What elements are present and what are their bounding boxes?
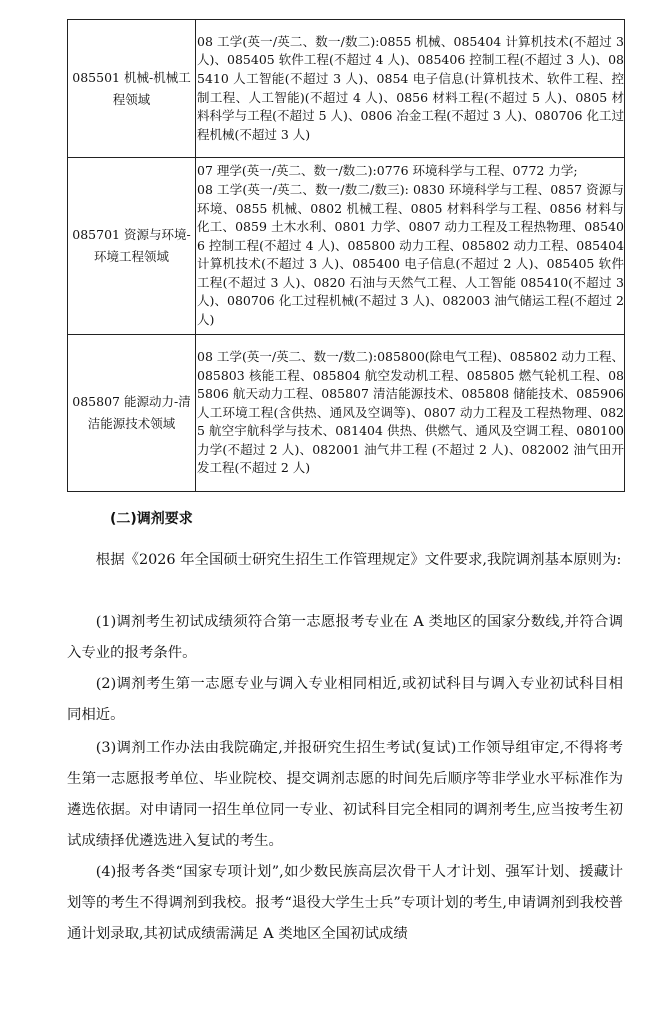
subject-line: 08 工学(英一/英二、数一/数二):085800(除电气工程)、085802 动力工程、085803 核能工程、085804 航空发动机工程、085805 燃气轮机工程、085806 航天动力工程、085807 清洁能源技术、085808 储能技术、085906 人工环境工程(含供热、通风及空调等)、0807 动力工程及工程热物理、0825 航空宇航科学与技术、081404 供热、供燃气、通风及空调工程、080100 力学(不超过 2 人)、082001 油气井工程 (不超过 2 人)、082002 油气田开发工程(不超过 2 人) — [197, 348, 624, 476]
paragraph: (1)调剂考生初试成绩须符合第一志愿报考专业在 A 类地区的国家分数线,并符合调入专业的报考条件。 — [67, 614, 623, 661]
major-cell: 085701 资源与环境-环境工程领域 — [68, 158, 196, 335]
subjects-cell — [196, 20, 625, 158]
paragraph: (4)报考各类“国家专项计划”,如少数民族高层次骨干人才计划、强军计划、援藏计划等的考生不得调剂到我校。报考“退役大学生士兵”专项计划的考生,申请调剂到我校普通计划录取,其初试成绩需满足 A 类地区全国初试成绩 — [67, 864, 623, 942]
major-cell: 085807 能源动力-清洁能源技术领域 — [68, 335, 196, 492]
subject-line: 07 理学(英一/英二、数一/数二):0776 环境科学与工程、0772 力学; — [197, 163, 578, 179]
table-row — [68, 335, 625, 492]
table-row — [68, 158, 625, 335]
paragraph: 根据《2026 年全国硕士研究生招生工作管理规定》文件要求,我院调剂基本原则为: — [95, 552, 622, 568]
adjustment-table — [67, 19, 625, 492]
paragraph: (3)调剂工作办法由我院确定,并报研究生招生考试(复试)工作领导组审定,不得将考生第一志愿报考单位、毕业院校、提交调剂志愿的时间先后顺序等非学业水平标准作为遴选依据。对申请同一招生单位同一专业、初试科目完全相同的调剂考生,应当按考生初试成绩择优遴选进入复试的考生。 — [67, 740, 623, 849]
section-heading: (二)调剂要求 — [110, 511, 193, 527]
subjects-cell — [196, 158, 625, 335]
major-cell: 085501 机械-机械工程领域 — [68, 20, 196, 158]
subjects-cell — [196, 335, 625, 492]
subject-line: 08 工学(英一/英二、数一/数二/数三): 0830 环境科学与工程、0857 资源与环境、0855 机械、0802 机械工程、0805 材料科学与工程、0856 材料与化工、0859 土木水利、0801 力学、0807 动力工程及工程热物理、085406 控制工程(不超过 4 人)、085800 动力工程、085802 动力工程、085404 计算机技术(不超过 3 人)、085400 电子信息(不超过 2 人)、085405 软件工程(不超过 3 人)、0820 石油与天然气工程、人工智能 085410(不超过 3 人)、080706 化工过程机械(不超过 3 人)、082003 油气储运工程(不超过 2 人) — [197, 181, 624, 328]
paragraph: (2)调剂考生第一志愿专业与调入专业相同相近,或初试科目与调入专业初试科目相同相近。 — [67, 676, 623, 723]
subject-line: 08 工学(英一/英二、数一/数二):0855 机械、085404 计算机技术(不超过 3 人)、085405 软件工程(不超过 4 人)、085406 控制工程(不超过 3 人)、085410 人工智能(不超过 3 人)、0854 电子信息(计算机技术、软件工程、控制工程、人工智能)(不超过 4 人)、0856 材料工程(不超过 5 人)、0805 材料科学与工程(不超过 5 人)、0806 冶金工程(不超过 3 人)、080706 化工过程机械(不超过 3 人) — [197, 33, 624, 142]
table-row — [68, 20, 625, 158]
